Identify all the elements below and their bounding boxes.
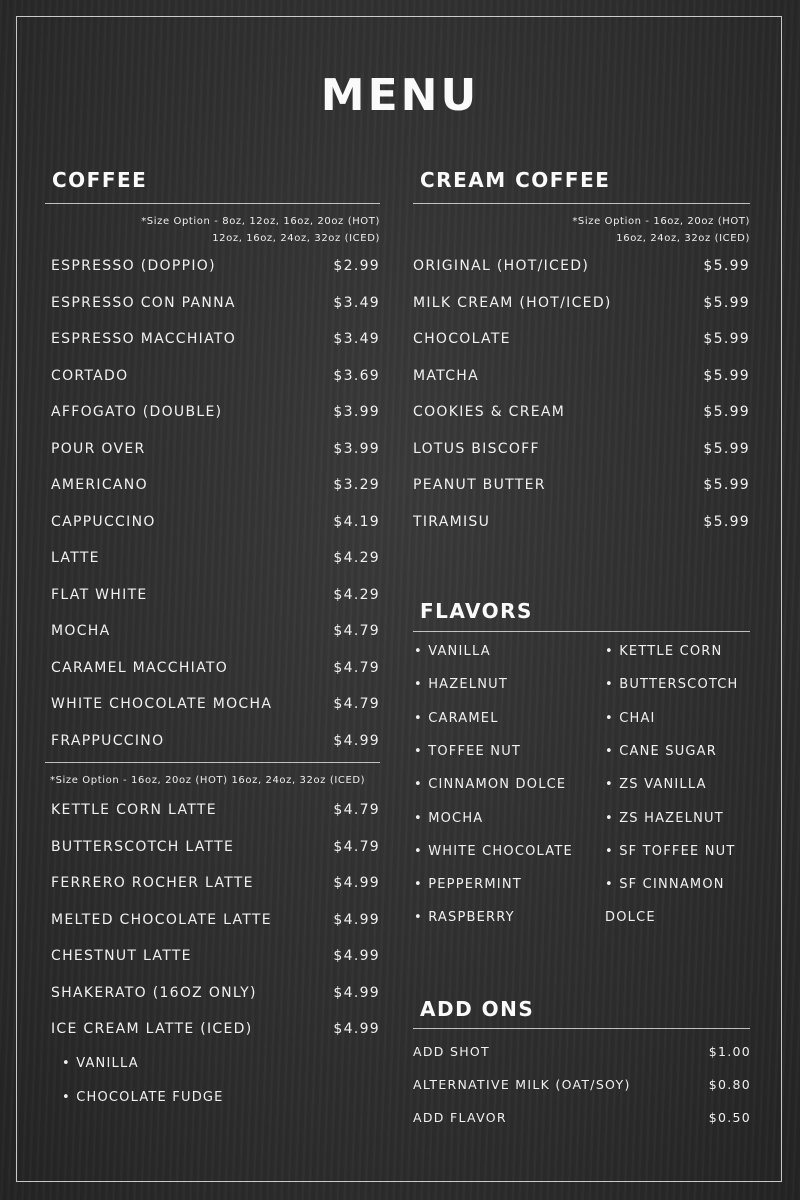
coffee-item: [51, 329, 380, 349]
flavor-item: • PEPPERMINT: [414, 877, 522, 893]
cream-coffee-divider: [413, 203, 750, 204]
flavor-item: • WHITE CHOCOLATE: [414, 843, 573, 859]
coffee-item-price: $3.69: [333, 367, 380, 384]
cream-coffee-item: [413, 402, 750, 422]
specialty-latte-item-name: SHAKERATO (16OZ ONLY): [51, 984, 257, 1001]
coffee-item: [51, 694, 380, 714]
specialty-latte-item: [51, 873, 380, 893]
cream-coffee-item: [413, 512, 750, 532]
add-on-item-price: $0.50: [708, 1109, 751, 1125]
specialty-latte-item-name: CHESTNUT LATTE: [51, 948, 192, 964]
coffee-size-note: [45, 213, 380, 247]
coffee-item-name: ESPRESSO CON PANNA: [51, 294, 236, 311]
cream-coffee-item-name: MILK CREAM (HOT/ICED): [413, 294, 612, 311]
coffee-item-name: FLAT WHITE: [51, 586, 148, 603]
ice-cream-option: • VANILLA: [62, 1056, 139, 1071]
coffee-item-name: ESPRESSO (DOPPIO): [51, 258, 216, 274]
specialty-latte-item: [51, 1019, 380, 1039]
menu-title: MENU: [320, 70, 480, 121]
specialty-latte-item: [51, 800, 380, 820]
cream-coffee-heading: CREAM COFFEE: [420, 168, 611, 192]
coffee-item-name: LATTE: [51, 550, 100, 566]
flavors-divider: [413, 631, 750, 632]
flavor-item: • HAZELNUT: [414, 677, 509, 693]
coffee-item: [51, 585, 380, 605]
add-ons-heading: ADD ONS: [420, 997, 535, 1021]
coffee-size-note-2: *Size Option - 16oz, 20oz (HOT) 16oz, 24oz, 32oz (ICED): [50, 775, 366, 786]
specialty-latte-item-name: ICE CREAM LATTE (ICED): [51, 1021, 253, 1037]
coffee-item-name: WHITE CHOCOLATE MOCHA: [51, 696, 273, 712]
specialty-latte-item: [51, 910, 380, 930]
add-on-item: [413, 1107, 751, 1127]
coffee-item-price: $4.99: [333, 732, 380, 749]
specialty-latte-item-price: $4.99: [333, 1021, 380, 1037]
specialty-latte-item: [51, 837, 380, 857]
specialty-latte-item: [51, 983, 380, 1003]
specialty-latte-item-price: $4.99: [333, 875, 380, 891]
specialty-latte-item: [51, 946, 380, 966]
coffee-item-price: $4.29: [333, 586, 380, 603]
coffee-item-name: AFFOGATO (DOUBLE): [51, 404, 223, 420]
cream-coffee-item: [413, 439, 750, 459]
flavor-item: • VANILLA: [414, 644, 491, 659]
specialty-latte-item-name: MELTED CHOCOLATE LATTE: [51, 911, 272, 928]
coffee-item: [51, 512, 380, 532]
cream-coffee-item-name: CHOCOLATE: [413, 331, 511, 347]
cream-coffee-size-note: [413, 213, 750, 247]
specialty-latte-item-price: $4.99: [333, 911, 380, 928]
coffee-item-price: $4.79: [333, 659, 380, 676]
specialty-latte-item-price: $4.99: [333, 984, 380, 1001]
cream-coffee-size-note-iced: 16oz, 24oz, 32oz (ICED): [616, 233, 750, 244]
coffee-item-price: $3.29: [333, 477, 380, 493]
coffee-item-name: MOCHA: [51, 623, 111, 639]
add-on-item-price: $0.80: [708, 1076, 751, 1092]
flavor-item: • CINNAMON DOLCE: [414, 777, 567, 793]
specialty-latte-item-name: BUTTERSCOTCH LATTE: [51, 838, 235, 855]
coffee-item-price: $3.49: [333, 331, 380, 347]
coffee-item-price: $2.99: [333, 258, 380, 274]
coffee-item: [51, 621, 380, 641]
flavor-item: • MOCHA: [414, 810, 484, 826]
flavor-item: • SF TOFFEE NUT: [605, 843, 736, 859]
coffee-item-name: POUR OVER: [51, 440, 146, 457]
coffee-item: [51, 658, 380, 678]
cream-coffee-item-price: $5.99: [703, 440, 750, 457]
coffee-item: [51, 293, 380, 313]
coffee-item-name: AMERICANO: [51, 477, 148, 493]
specialty-latte-item-price: $4.79: [333, 838, 380, 855]
coffee-size-note-iced: 12oz, 16oz, 24oz, 32oz (ICED): [212, 233, 380, 244]
add-on-item-name: ALTERNATIVE MILK (OAT/SOY): [413, 1076, 631, 1092]
cream-coffee-item: [413, 329, 750, 349]
cream-coffee-item-name: LOTUS BISCOFF: [413, 440, 540, 457]
coffee-item-name: FRAPPUCCINO: [51, 732, 165, 749]
add-on-item-price: $1.00: [708, 1043, 751, 1059]
cream-coffee-item-name: ORIGINAL (HOT/ICED): [413, 258, 590, 274]
cream-coffee-item: [413, 293, 750, 313]
coffee-item: [51, 439, 380, 459]
coffee-heading: COFFEE: [52, 168, 148, 192]
specialty-latte-item-name: KETTLE CORN LATTE: [51, 802, 217, 818]
flavor-item: • RASPBERRY: [414, 910, 515, 926]
flavor-item: • SF CINNAMON: [605, 877, 725, 893]
flavor-item: • TOFFEE NUT: [414, 743, 522, 759]
specialty-latte-item-name: FERRERO ROCHER LATTE: [51, 875, 254, 891]
coffee-item-name: CARAMEL MACCHIATO: [51, 659, 229, 676]
coffee-item-name: CAPPUCCINO: [51, 513, 156, 530]
add-ons-divider: [413, 1028, 750, 1029]
flavor-item: • ZS VANILLA: [605, 777, 707, 793]
coffee-item: [51, 548, 380, 568]
add-on-item: [413, 1074, 751, 1094]
coffee-size-note-hot: *Size Option - 8oz, 12oz, 16oz, 20oz (HOT): [141, 216, 380, 227]
cream-coffee-item-name: MATCHA: [413, 367, 479, 384]
coffee-item-name: ESPRESSO MACCHIATO: [51, 331, 237, 347]
cream-coffee-item: [413, 256, 750, 276]
coffee-item-name: CORTADO: [51, 367, 129, 384]
add-on-item: [413, 1041, 751, 1061]
flavor-item: • ZS HAZELNUT: [605, 810, 724, 826]
flavor-item: • CANE SUGAR: [605, 743, 718, 759]
coffee-divider-2: [45, 762, 380, 763]
add-on-item-name: ADD FLAVOR: [413, 1109, 507, 1125]
coffee-item: [51, 731, 380, 751]
cream-coffee-item-price: $5.99: [703, 258, 750, 274]
flavor-item: • BUTTERSCOTCH: [605, 677, 739, 693]
coffee-item-price: $3.49: [333, 294, 380, 311]
flavor-item: DOLCE: [605, 910, 656, 926]
coffee-item-price: $4.29: [333, 550, 380, 566]
specialty-latte-item-price: $4.79: [333, 802, 380, 818]
flavor-item: • CHAI: [605, 710, 656, 726]
ice-cream-option: • CHOCOLATE FUDGE: [62, 1089, 224, 1105]
cream-coffee-item-price: $5.99: [703, 513, 750, 530]
cream-coffee-size-note-hot: *Size Option - 16oz, 20oz (HOT): [572, 216, 750, 227]
coffee-item-price: $3.99: [333, 440, 380, 457]
coffee-item-price: $4.79: [333, 623, 380, 639]
cream-coffee-item: [413, 475, 750, 495]
coffee-item: [51, 475, 380, 495]
cream-coffee-item-price: $5.99: [703, 331, 750, 347]
coffee-item: [51, 256, 380, 276]
flavors-heading: FLAVORS: [420, 599, 533, 623]
coffee-item-price: $4.79: [333, 696, 380, 712]
coffee-item-price: $3.99: [333, 404, 380, 420]
cream-coffee-item-price: $5.99: [703, 477, 750, 493]
flavor-item: • CARAMEL: [414, 710, 499, 726]
cream-coffee-item: [413, 366, 750, 386]
coffee-divider: [45, 203, 380, 204]
specialty-latte-item-price: $4.99: [333, 948, 380, 964]
cream-coffee-item-name: COOKIES & CREAM: [413, 404, 566, 420]
coffee-item-price: $4.19: [333, 513, 380, 530]
cream-coffee-item-price: $5.99: [703, 367, 750, 384]
add-on-item-name: ADD SHOT: [413, 1043, 490, 1059]
cream-coffee-item-price: $5.99: [703, 404, 750, 420]
cream-coffee-item-price: $5.99: [703, 294, 750, 311]
coffee-item: [51, 366, 380, 386]
cream-coffee-item-name: PEANUT BUTTER: [413, 477, 546, 493]
coffee-item: [51, 402, 380, 422]
cream-coffee-item-name: TIRAMISU: [413, 513, 491, 530]
flavor-item: • KETTLE CORN: [605, 644, 723, 659]
